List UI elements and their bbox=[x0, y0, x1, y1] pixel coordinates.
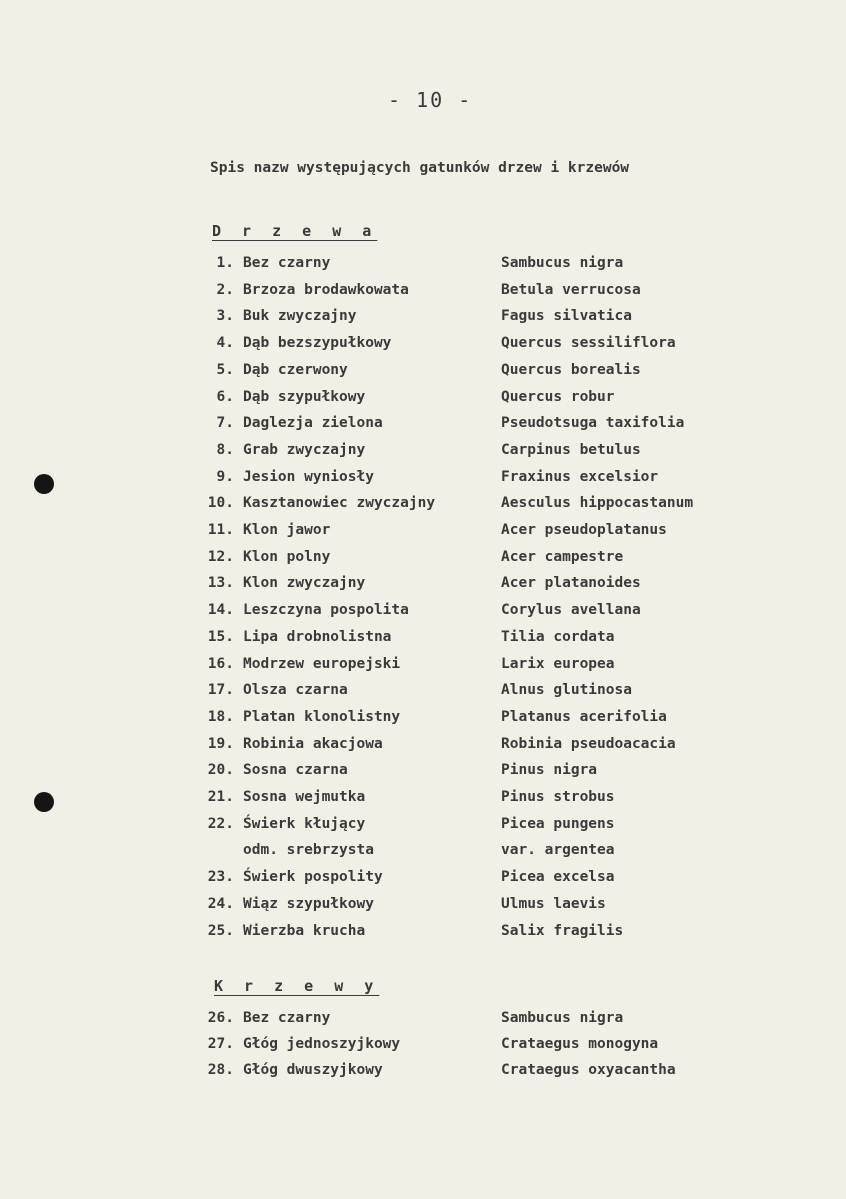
polish-name: Klon jawor bbox=[243, 522, 331, 538]
latin-name: Quercus borealis bbox=[501, 361, 641, 378]
latin-name: Sambucus nigra bbox=[501, 1010, 624, 1026]
latin-name: Acer platanoides bbox=[501, 575, 641, 592]
polish-name: Wiąz szypułkowy bbox=[243, 895, 374, 912]
species-number: 23. bbox=[207, 869, 234, 886]
species-row bbox=[0, 442, 846, 466]
species-number: 4. bbox=[216, 335, 234, 352]
species-row bbox=[0, 1036, 846, 1060]
species-number: 22. bbox=[207, 815, 234, 832]
species-row bbox=[0, 389, 846, 413]
latin-name: Larix europea bbox=[501, 655, 615, 672]
polish-name: Świerk pospolity bbox=[243, 869, 383, 886]
species-number: 19. bbox=[207, 735, 234, 752]
species-number: 15. bbox=[207, 628, 234, 645]
latin-name: Acer pseudoplatanus bbox=[501, 522, 667, 538]
latin-name: Sambucus nigra bbox=[501, 255, 624, 271]
species-number: 3. bbox=[216, 308, 234, 325]
species-row bbox=[0, 335, 846, 359]
polish-name: Leszczyna pospolita bbox=[243, 602, 409, 619]
polish-name: Klon zwyczajny bbox=[243, 575, 366, 592]
polish-name: Bez czarny bbox=[243, 1010, 331, 1026]
species-number: 6. bbox=[216, 388, 234, 405]
species-number: 2. bbox=[216, 281, 234, 298]
species-number: 18. bbox=[207, 708, 234, 725]
species-row bbox=[0, 682, 846, 706]
latin-name: Picea pungens bbox=[501, 815, 615, 832]
species-row bbox=[0, 415, 846, 439]
polish-name: Sosna czarna bbox=[243, 762, 348, 779]
species-row bbox=[0, 362, 846, 386]
latin-name: Alnus glutinosa bbox=[501, 682, 632, 699]
species-row bbox=[0, 736, 846, 760]
species-row bbox=[0, 656, 846, 680]
species-number: 10. bbox=[207, 495, 234, 512]
species-row bbox=[0, 1010, 846, 1034]
latin-name: Carpinus betulus bbox=[501, 441, 641, 458]
latin-name: Ulmus laevis bbox=[501, 895, 606, 912]
section-heading-shrubs: K r z e w y bbox=[214, 977, 380, 995]
species-number: 27. bbox=[207, 1036, 234, 1052]
latin-name: Quercus sessiliflora bbox=[501, 335, 676, 352]
latin-name: Crataegus monogyna bbox=[501, 1036, 659, 1052]
species-number: 9. bbox=[216, 468, 234, 485]
latin-name: Robinia pseudoacacia bbox=[501, 735, 676, 752]
latin-name: Salix fragilis bbox=[501, 922, 624, 939]
polish-name: Świerk kłujący bbox=[243, 815, 366, 832]
polish-name: Olsza czarna bbox=[243, 682, 348, 699]
species-number: 25. bbox=[207, 922, 234, 939]
species-row bbox=[0, 762, 846, 786]
species-number: 21. bbox=[207, 789, 234, 805]
species-row bbox=[0, 923, 846, 947]
species-row bbox=[0, 308, 846, 332]
polish-name: Głóg dwuszyjkowy bbox=[243, 1062, 383, 1078]
latin-name: Crataegus oxyacantha bbox=[501, 1062, 676, 1078]
latin-name: Acer campestre bbox=[501, 548, 624, 565]
latin-name: Platanus acerifolia bbox=[501, 708, 667, 725]
latin-name: Corylus avellana bbox=[501, 602, 641, 619]
species-number: 12. bbox=[207, 548, 234, 565]
polish-name: Sosna wejmutka bbox=[243, 789, 366, 805]
species-number: 24. bbox=[207, 895, 234, 912]
species-number: 13. bbox=[207, 575, 234, 592]
species-number: 16. bbox=[207, 655, 234, 672]
species-row bbox=[0, 469, 846, 493]
species-row bbox=[0, 842, 846, 866]
latin-name: Fagus silvatica bbox=[501, 308, 632, 325]
polish-name: Kasztanowiec zwyczajny bbox=[243, 495, 436, 512]
species-number: 11. bbox=[207, 522, 234, 538]
species-number: 5. bbox=[216, 361, 234, 378]
species-number: 17. bbox=[207, 682, 234, 699]
polish-name: Platan klonolistny bbox=[243, 708, 401, 725]
latin-name: Pseudotsuga taxifolia bbox=[501, 415, 685, 432]
polish-name: Daglezja zielona bbox=[243, 415, 383, 432]
polish-name: Lipa drobnolistna bbox=[243, 628, 392, 645]
species-number: 7. bbox=[216, 415, 234, 432]
polish-name: Brzoza brodawkowata bbox=[243, 281, 409, 298]
latin-name: Betula verrucosa bbox=[501, 281, 641, 298]
species-number: 20. bbox=[207, 762, 234, 779]
section-heading-trees: D r z e w a bbox=[212, 222, 378, 240]
species-row bbox=[0, 629, 846, 653]
polish-name: Jesion wyniosły bbox=[243, 468, 374, 485]
species-row bbox=[0, 869, 846, 893]
species-row bbox=[0, 282, 846, 306]
latin-name: Pinus nigra bbox=[501, 762, 598, 779]
species-number: 1. bbox=[216, 255, 234, 271]
species-row bbox=[0, 495, 846, 519]
polish-name: Buk zwyczajny bbox=[243, 308, 357, 325]
species-number: 14. bbox=[207, 602, 234, 619]
page-number: - 10 - bbox=[388, 88, 473, 112]
polish-name: Bez czarny bbox=[243, 255, 331, 271]
latin-name: Tilia cordata bbox=[501, 628, 615, 645]
species-row bbox=[0, 522, 846, 546]
polish-name: odm. srebrzysta bbox=[243, 842, 374, 859]
polish-name: Dąb czerwony bbox=[243, 361, 348, 378]
page-title: Spis nazw występujących gatunków drzew i krzewów bbox=[210, 160, 630, 176]
latin-name: Picea excelsa bbox=[501, 869, 615, 886]
latin-name: var. argentea bbox=[501, 842, 615, 859]
species-row bbox=[0, 602, 846, 626]
species-row bbox=[0, 896, 846, 920]
polish-name: Dąb szypułkowy bbox=[243, 388, 366, 405]
polish-name: Dąb bezszypułkowy bbox=[243, 335, 392, 352]
species-number: 28. bbox=[207, 1062, 234, 1078]
polish-name: Wierzba krucha bbox=[243, 922, 366, 939]
species-number: 8. bbox=[216, 441, 234, 458]
species-row bbox=[0, 816, 846, 840]
polish-name: Głóg jednoszyjkowy bbox=[243, 1036, 401, 1052]
polish-name: Klon polny bbox=[243, 548, 331, 565]
polish-name: Modrzew europejski bbox=[243, 655, 401, 672]
latin-name: Aesculus hippocastanum bbox=[501, 495, 694, 512]
latin-name: Quercus robur bbox=[501, 388, 615, 405]
polish-name: Grab zwyczajny bbox=[243, 441, 366, 458]
polish-name: Robinia akacjowa bbox=[243, 735, 383, 752]
latin-name: Pinus strobus bbox=[501, 789, 615, 805]
latin-name: Fraxinus excelsior bbox=[501, 468, 659, 485]
species-number: 26. bbox=[207, 1010, 234, 1026]
species-row bbox=[0, 789, 846, 813]
species-row bbox=[0, 575, 846, 599]
species-row bbox=[0, 709, 846, 733]
species-row bbox=[0, 1062, 846, 1086]
species-row bbox=[0, 549, 846, 573]
species-row bbox=[0, 255, 846, 279]
